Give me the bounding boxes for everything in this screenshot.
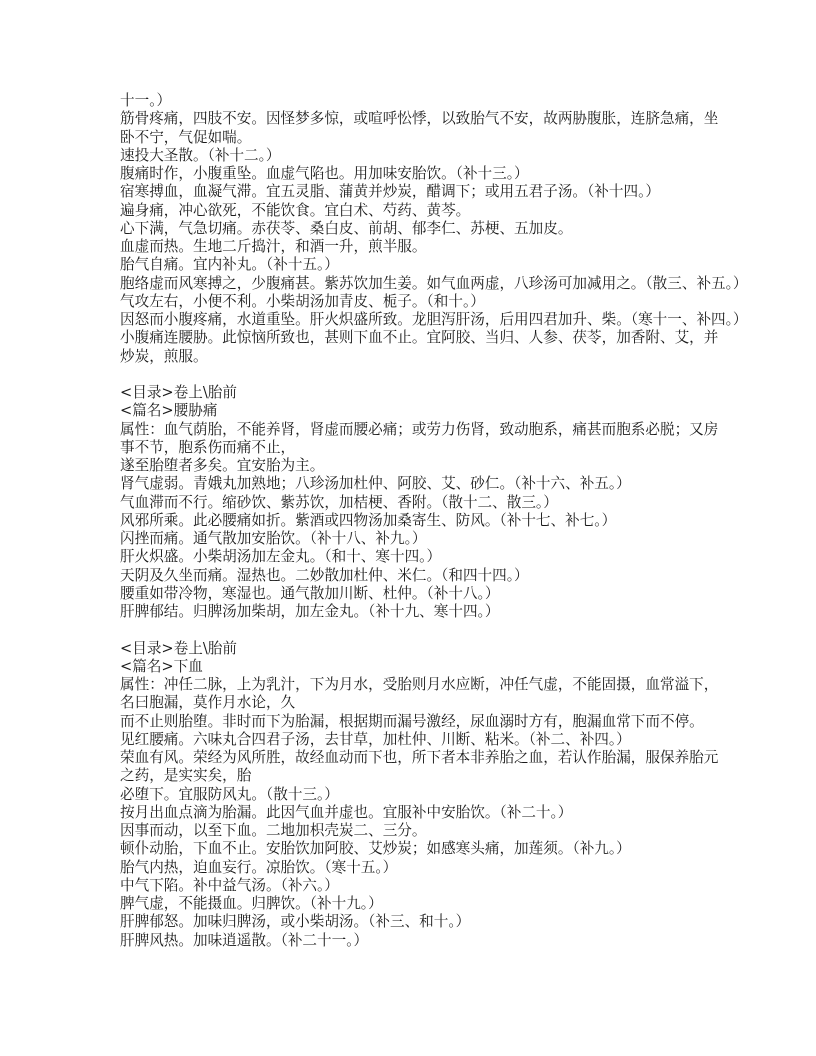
text-line: 事不节，胞系伤而痛不止， — [120, 438, 296, 456]
text-line: 卧不宁，气促如喘。 — [120, 128, 252, 146]
text-line: 十一。） — [120, 92, 172, 109]
text-line: 闪挫而痛。通气散加安胎饮。（补十八、补九。） — [120, 530, 427, 547]
section-xia-xue — [120, 639, 719, 950]
text-line: 气攻左右，小便不利。小柴胡汤加青皮、栀子。（和十。） — [120, 292, 485, 310]
text-line: 天阴及久坐而痛。湿热也。二妙散加杜仲、米仁。（和四十四。） — [120, 566, 529, 584]
text-line: 遍身痛，冲心欲死，不能饮食。宜白术、芍药、黄芩。 — [120, 201, 471, 219]
text-line: 肝脾风热。加味逍遥散。（补二十一。） — [120, 931, 369, 949]
text-line: 按月出血点滴为胎漏。此因气血并虚也。宜服补中安胎饮。（补二十。） — [120, 803, 573, 821]
section-continued — [120, 92, 748, 366]
text-line: 之药，是实实矣，胎 — [120, 767, 252, 785]
text-line: 胎气内热，迫血妄行。凉胎饮。（寒十五。） — [120, 858, 398, 876]
text-line: 风邪所乘。此必腰痛如折。紫酒或四物汤加桑寄生、防风。（补十七、补七。） — [120, 511, 617, 529]
text-line: 胞络虚而风寒搏之，少腹痛甚。紫苏饮加生姜。如气血两虚，八珍汤可加减用之。（散三、补五。） — [120, 274, 748, 292]
text-line: 名曰胞漏，莫作月水论，久 — [120, 694, 296, 712]
article-title: <篇名>下血 — [120, 657, 203, 675]
text-line: 因事而动，以至下血。二地加枳壳炭二、三分。 — [120, 822, 427, 839]
text-line: 心下满，气急切痛。赤茯苓、桑白皮、前胡、郁李仁、苏梗、五加皮。 — [120, 219, 573, 237]
article-title: <篇名>腰胁痛 — [120, 402, 218, 420]
document-page — [120, 92, 748, 950]
paragraph-spacer — [120, 366, 702, 384]
text-line: 属性：冲任二脉，上为乳汁，下为月水，受胎则月水应断，冲任气虚，不能固摄，血常溢下， — [120, 676, 719, 693]
text-line: 胎气自痛。宜内补丸。（补十五。） — [120, 256, 339, 274]
text-line: 筋骨疼痛，四肢不安。因怪梦多惊，或喧呼忪悸，以致胎气不安，故两胁腹胀，连脐急痛，坐 — [120, 110, 719, 128]
text-line: 肝火炽盛。小柴胡汤加左金丸。（和十、寒十四。） — [120, 548, 442, 566]
text-line: 气血滞而不行。缩砂饮、紫苏饮，加桔梗、香附。（散十二、散三。） — [120, 493, 558, 511]
text-line: 而不止则胎堕。非时而下为胎漏，根据期而漏号激经，尿血溺时方有，胞漏血常下而不停。 — [120, 712, 704, 730]
text-line: 速投大圣散。（补十二。） — [120, 146, 281, 164]
text-line: 见红腰痛。六味丸合四君子汤，去甘草，加杜仲、川断、粘米。（补二、补四。） — [120, 730, 631, 748]
text-line: 因怒而小腹疼痛，水道重坠。肝火炽盛所致。龙胆泻肝汤，后用四君加升、柴。（寒十一、补四。） — [120, 311, 748, 328]
text-line: 炒炭，煎服。 — [120, 347, 208, 365]
section-yao-xie-tong — [120, 384, 719, 621]
text-line: 宿寒搏血，血凝气滞。宜五灵脂、蒲黄并炒炭，醋调下；或用五君子汤。（补十四。） — [120, 183, 660, 201]
text-line: 腰重如带冷物，寒湿也。通气散加川断、杜仲。（补十八。） — [120, 584, 500, 602]
text-line: 遂至胎堕者多矣。宜安胎为主。 — [120, 457, 325, 474]
text-line: 顿仆动胎，下血不止。安胎饮加阿胶、艾炒炭；如感寒头痛，加莲须。（补九。） — [120, 840, 631, 858]
text-line: 小腹痛连腰胁。此惊恼所致也，甚则下血不止。宜阿胶、当归、人参、茯苓，加香附、艾，并 — [120, 329, 719, 347]
text-line: 必堕下。宜服防风丸。（散十三。） — [120, 785, 339, 803]
paragraph-spacer — [120, 621, 702, 639]
text-line: 肾气虚弱。青娥丸加熟地；八珍汤加杜仲、阿胶、艾、砂仁。（补十六、补五。） — [120, 475, 631, 493]
catalog-heading: <目录>卷上\胎前 — [120, 384, 237, 401]
text-line: 脾气虚，不能摄血。归脾饮。（补十九。） — [120, 895, 383, 912]
text-line: 肝脾郁怒。加味归脾汤，或小柴胡汤。（补三、和十。） — [120, 913, 471, 931]
text-line: 荣血有风。荣经为风所胜，故经血动而下也，所下者本非养胎之血，若认作胎漏，服保养胎元 — [120, 749, 719, 766]
text-line: 属性：血气荫胎，不能养肾，肾虚而腰必痛；或劳力伤肾，致动胞系，痛甚而胞系必脱；又房 — [120, 420, 719, 438]
text-line: 腹痛时作，小腹重坠。血虚气陷也。用加味安胎饮。（补十三。） — [120, 165, 529, 182]
text-line: 中气下陷。补中益气汤。（补六。） — [120, 876, 339, 894]
catalog-heading: <目录>卷上\胎前 — [120, 639, 237, 657]
text-line: 血虚而热。生地二斤捣汁，和酒一升，煎半服。 — [120, 238, 427, 255]
text-line: 肝脾郁结。归脾汤加柴胡，加左金丸。（补十九、寒十四。） — [120, 603, 500, 620]
